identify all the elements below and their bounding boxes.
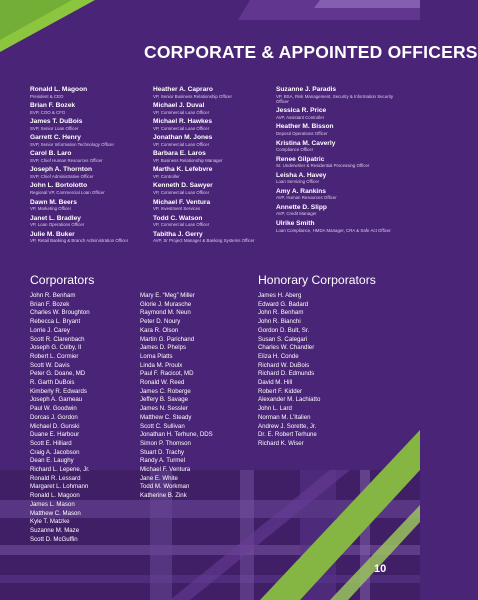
list-item: Michael D. Gunski: [30, 422, 80, 430]
officer-title: VP, BSA, Risk Management, Security & Information Security Officer: [276, 93, 394, 104]
officer-title: SVP, Chief Administrative Officer: [30, 173, 94, 179]
officer-title: VP, Commercial Loan Officer: [153, 222, 210, 228]
list-item: Craig A. Jacobson: [30, 448, 80, 456]
list-item: James C. Roberge: [140, 387, 191, 395]
officers-column-3: [276, 86, 401, 236]
officer-name: Barbara E. Laros: [153, 150, 206, 158]
officer-entry: [153, 118, 273, 131]
officer-name: Michael F. Ventura: [153, 198, 211, 206]
list-item: Susan S. Calegari: [258, 335, 308, 343]
officer-name: Suzanne J. Paradis: [276, 86, 337, 93]
list-item: Joseph A. Garneau: [30, 396, 83, 404]
officer-entry: [276, 156, 401, 169]
list-item: Lorna Platts: [140, 352, 173, 360]
officer-entry: [153, 102, 273, 115]
officer-entry: [276, 123, 401, 136]
list-item: Dorcas J. Gordon: [30, 413, 78, 421]
officer-entry: [276, 140, 401, 153]
officer-entry: [30, 166, 150, 179]
officer-entry: [276, 172, 401, 185]
officer-name: Annette D. Slipp: [276, 203, 327, 211]
list-item: Lorrie J. Carey: [30, 326, 70, 334]
list-item: Paul W. Goodwin: [30, 405, 77, 413]
officer-name: Dawn M. Beers: [30, 198, 77, 206]
officer-entry: [30, 134, 150, 147]
officer-title: VP, Investment Services: [153, 206, 201, 212]
officer-name: Heather A. Capraro: [153, 86, 213, 93]
officer-title: VP, Loan Operations Officer: [30, 222, 85, 228]
officer-name: Leisha A. Havey: [276, 171, 327, 179]
officer-title: AVP, Human Resources Officer: [276, 195, 337, 201]
officer-title: VP, Senior Business Relationship Officer: [153, 93, 232, 99]
corporators-heading: Corporators: [30, 273, 95, 287]
officer-title: VP, Commercial Loan Officer: [153, 109, 210, 115]
list-item: Paul F. Racicot, MD: [140, 370, 194, 378]
page-title: CORPORATE & APPOINTED OFFICERS: [144, 42, 478, 62]
list-item: Peter G. Doane, MD: [30, 370, 86, 378]
officer-title: AVP, Assistant Controller: [276, 114, 325, 120]
list-item: Todd M. Workman: [140, 483, 190, 491]
list-item: Randy A. Turmel: [140, 457, 186, 465]
list-item: Matthew C. Steady: [140, 413, 192, 421]
officer-name: Joseph A. Thornton: [30, 166, 93, 174]
officer-entry: [153, 182, 273, 195]
corporators-list-1: [30, 292, 90, 544]
list-item: John L. Lard: [258, 405, 292, 413]
list-item: John R. Benham: [258, 309, 304, 317]
officer-name: Kenneth D. Sawyer: [153, 182, 213, 190]
list-item: Glorie J. Murasche: [140, 300, 192, 308]
honorary-corporators-heading: Honorary Corporators: [258, 273, 376, 287]
list-item: Richard L. Lepene, Jr.: [30, 466, 90, 474]
list-item: Stuart D. Trachy: [140, 448, 185, 456]
officer-title: Loan Compliance, HMDA Manager, CRA & Safe Act Officer: [276, 227, 391, 233]
officer-entry: [30, 215, 150, 228]
list-item: David M. Hill: [258, 379, 293, 387]
officer-title: VP, Business Relationship Manager: [153, 157, 223, 163]
officer-entry: [153, 215, 273, 228]
officer-entry: [153, 134, 273, 147]
list-item: John R. Benham: [30, 292, 76, 299]
officer-name: Jessica R. Price: [276, 107, 327, 115]
officer-title: Regional VP, Commercial Loan Officer: [30, 190, 105, 196]
officer-name: Renee Gilpatric: [276, 155, 325, 163]
officer-title: SVP, Senior Loan Officer: [30, 125, 79, 131]
officer-title: Compliance Officer: [276, 147, 314, 153]
list-item: Richard D. Edmunds: [258, 370, 315, 378]
officer-name: Jonathan M. Jones: [153, 134, 213, 142]
list-item: Kimberly R. Edwards: [30, 387, 87, 395]
officer-entry: [30, 231, 150, 244]
list-item: Jonathan H. Terhune, DDS: [140, 431, 213, 439]
list-item: Alexander M. Lachiatto: [258, 396, 321, 404]
list-item: Michael F. Ventura: [140, 466, 191, 474]
list-item: James D. Phelps: [140, 344, 187, 352]
honorary-corporators-list: [258, 292, 320, 449]
officer-entry: [30, 118, 150, 131]
officer-title: VP, Marketing Officer: [30, 206, 72, 212]
list-item: Jeffery B. Savage: [140, 396, 188, 404]
officer-name: Martha K. Lefebvre: [153, 166, 213, 174]
officer-title: SVP, Senior Information Technology Officer: [30, 141, 114, 147]
officer-name: James T. DuBois: [30, 118, 83, 126]
officer-entry: [153, 231, 273, 244]
list-item: Richard W. DuBois: [258, 361, 310, 369]
list-item: Scott W. Davis: [30, 361, 70, 369]
officer-title: Sr. Underwriter & Residential Processing Officer: [276, 163, 370, 169]
officer-title: EVP, COO & CFO: [30, 109, 66, 115]
list-item: Richard K. Wiser: [258, 439, 304, 447]
officer-title: Deposit Operations Officer: [276, 131, 328, 137]
officer-entry: [153, 166, 273, 179]
list-item: Suzanne M. Maze: [30, 526, 80, 534]
officer-entry: [153, 199, 273, 212]
list-item: Brian F. Bozek: [30, 300, 70, 308]
list-item: Matthew C. Mason: [30, 509, 81, 517]
officer-entry: [276, 204, 401, 217]
officer-name: Tabitha J. Gerry: [153, 230, 203, 238]
list-item: Joseph G. Colby, II: [30, 344, 82, 352]
officer-entry: [30, 102, 150, 115]
list-item: Mary E. “Meg” Miller: [140, 292, 195, 299]
list-item: Ronald W. Reed: [140, 379, 185, 387]
officer-title: President & CEO: [30, 93, 64, 99]
officer-entry: [276, 220, 401, 233]
officer-name: Todd C. Watson: [153, 214, 203, 222]
list-item: Robert F. Kidder: [258, 387, 303, 395]
officer-entry: [30, 150, 150, 163]
officer-name: Ronald L. Magoon: [30, 86, 88, 93]
list-item: Scott R. Clarenbach: [30, 335, 85, 343]
list-item: Dr. E. Robert Terhune: [258, 431, 317, 439]
list-item: Margaret L. Lohmann: [30, 483, 89, 491]
officer-name: Heather M. Bisson: [276, 123, 334, 131]
list-item: Charles W. Broughton: [30, 309, 90, 317]
list-item: Ronald L. Magoon: [30, 492, 80, 500]
officer-title: SVP, Chief Human Resources Officer: [30, 157, 103, 163]
officer-title: VP, Controller: [153, 173, 180, 179]
officer-entry: [30, 86, 150, 99]
list-item: Andrew J. Sorette, Jr.: [258, 422, 317, 430]
list-item: Jane E. White: [140, 474, 178, 482]
list-item: James H. Aberg: [258, 292, 302, 299]
list-item: Kara R. Olson: [140, 326, 179, 334]
list-item: James N. Sessler: [140, 405, 188, 413]
list-item: Martin G. Parichand: [140, 335, 195, 343]
officer-name: Michael R. Hawkes: [153, 118, 213, 126]
list-item: Charles W. Chandler: [258, 344, 315, 352]
list-item: Linda M. Proulx: [140, 361, 183, 369]
list-item: Kyle T. Matzke: [30, 518, 70, 526]
list-item: Simon P. Thomson: [140, 439, 191, 447]
list-item: Gordon D. Bult, Sr.: [258, 326, 310, 334]
officer-title: Loan Servicing Officer: [276, 179, 320, 185]
list-item: Ronald R. Lessard: [30, 474, 81, 482]
list-item: Raymond M. Neun: [140, 309, 191, 317]
officers-column-1: [30, 86, 150, 247]
list-item: Scott C. Sullivan: [140, 422, 185, 430]
officer-name: Kristina M. Caverly: [276, 139, 336, 147]
officer-name: John L. Bortolotto: [30, 182, 88, 190]
officer-title: AVP, Sr Project Manager & Banking Systems Officer: [153, 238, 255, 244]
officer-title: AVP, Credit Manager: [276, 211, 317, 217]
officer-title: VP, Commercial Loan Officer: [153, 141, 210, 147]
officer-title: VP, Commercial Loan Officer: [153, 125, 210, 131]
list-item: Peter D. Noury: [140, 318, 181, 326]
officer-name: Ulrike Smith: [276, 219, 315, 227]
officer-name: Carol B. Laro: [30, 150, 72, 158]
list-item: Norman M. L’Italien: [258, 413, 311, 421]
officer-name: Michael J. Duval: [153, 102, 205, 110]
officer-entry: [276, 107, 401, 120]
list-item: Scott D. McGuffin: [30, 535, 78, 543]
page-number: 10: [374, 563, 387, 575]
officer-name: Brian F. Bozek: [30, 102, 76, 110]
officer-name: Amy A. Rankins: [276, 187, 326, 195]
officers-column-2: [153, 86, 273, 247]
list-item: John R. Bianchi: [258, 318, 301, 326]
officer-title: VP, Commercial Loan Officer: [153, 190, 210, 196]
list-item: R. Garth DuBois: [30, 379, 75, 387]
list-item: James L. Mason: [30, 500, 75, 508]
officer-name: Janet L. Bradley: [30, 214, 81, 222]
list-item: Duane E. Harbour: [30, 431, 80, 439]
officer-title: VP, Retail Banking & Branch Administration Officer: [30, 238, 129, 244]
list-item: Edward G. Badard: [258, 300, 309, 308]
list-item: Dean E. Laughy: [30, 457, 74, 465]
officer-entry: [276, 188, 401, 201]
list-item: Rebecca L. Bryant: [30, 318, 81, 326]
list-item: Robert L. Cormier: [30, 352, 79, 360]
list-item: Scott E. Hilliard: [30, 439, 72, 447]
officer-name: Julie M. Buker: [30, 230, 75, 238]
officer-entry: [276, 86, 401, 104]
list-item: Katherine B. Zink: [140, 492, 187, 500]
officer-entry: [153, 150, 273, 163]
officer-entry: [153, 86, 273, 99]
list-item: Eliza H. Conde: [258, 352, 299, 360]
corporators-list-2: [140, 292, 213, 501]
officer-entry: [30, 182, 150, 195]
officer-name: Garrett C. Henry: [30, 134, 81, 142]
officer-entry: [30, 199, 150, 212]
